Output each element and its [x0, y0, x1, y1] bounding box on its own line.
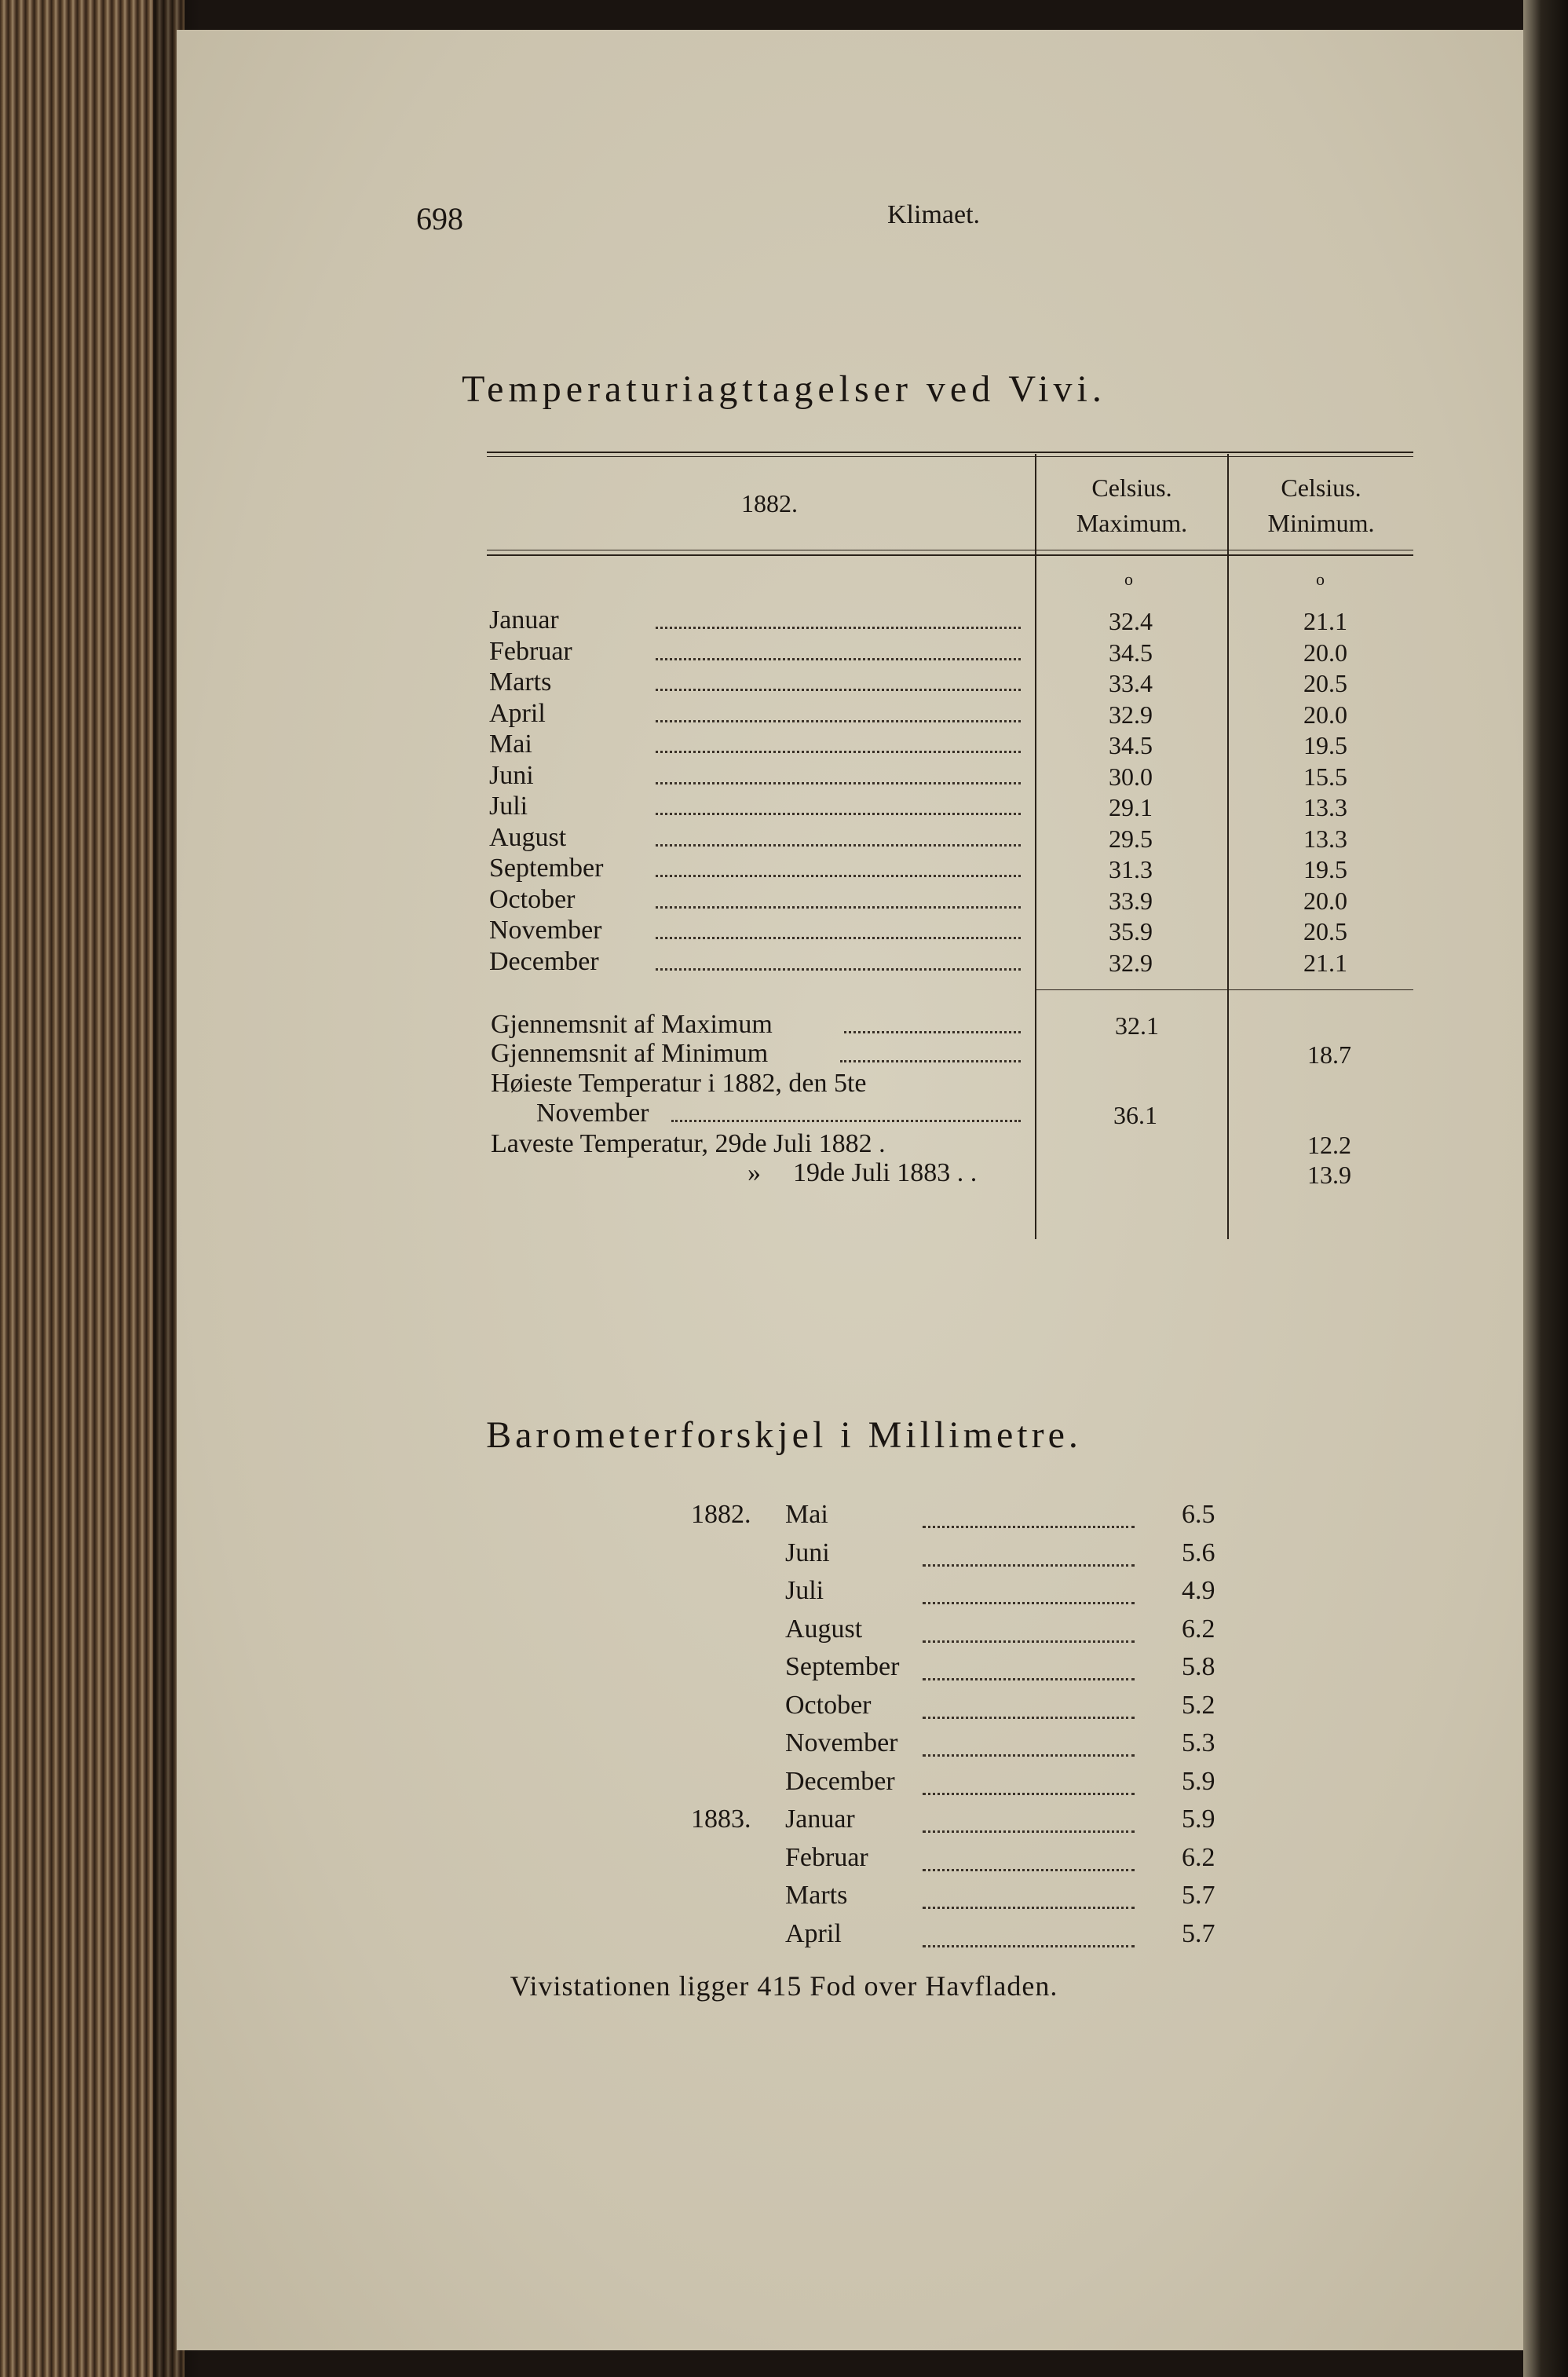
barometer-value: 5.7 [1182, 1919, 1215, 1948]
barometer-value: 5.9 [1182, 1805, 1215, 1834]
dot-leader [923, 1923, 1135, 1947]
barometer-value: 5.8 [1182, 1652, 1215, 1681]
barometer-month: Juni [785, 1538, 830, 1567]
min-value: 19.5 [1303, 731, 1347, 759]
barometer-month: Mai [785, 1500, 828, 1529]
month-name: November [489, 916, 602, 945]
dot-leader [656, 822, 1021, 847]
max-value: 29.1 [1109, 793, 1153, 821]
avg-max-value: 32.1 [1115, 1011, 1159, 1040]
lowest-value-1: 12.2 [1307, 1131, 1351, 1159]
degree-symbol-min: o [1316, 569, 1325, 589]
dot-leader [656, 853, 1021, 877]
dot-leader [923, 1656, 1135, 1680]
month-name: September [489, 854, 604, 883]
highest-label-1: Høieste Temperatur i 1882, den 5te [491, 1069, 867, 1098]
barometer-value: 5.3 [1182, 1728, 1215, 1757]
min-value: 20.0 [1303, 638, 1347, 667]
min-header-1: Celsius. [1281, 474, 1361, 502]
max-value: 34.5 [1109, 731, 1153, 759]
dot-leader [656, 915, 1021, 939]
max-value: 33.4 [1109, 669, 1153, 697]
dot-leader [656, 791, 1021, 815]
min-value: 21.1 [1303, 949, 1347, 977]
min-value: 15.5 [1303, 762, 1347, 791]
month-name: October [489, 885, 576, 914]
barometer-month: December [785, 1767, 895, 1796]
max-value: 34.5 [1109, 638, 1153, 667]
dot-leader [656, 946, 1021, 971]
barometer-value: 5.9 [1182, 1767, 1215, 1796]
lowest-label-2: 19de Juli 1883 . . [793, 1158, 978, 1187]
max-value: 32.4 [1109, 607, 1153, 635]
month-name: Januar [489, 605, 559, 634]
highest-value: 36.1 [1113, 1101, 1157, 1129]
highest-leader [671, 1098, 1021, 1122]
barometer-month: Februar [785, 1843, 868, 1872]
dot-leader [923, 1618, 1135, 1643]
degree-symbol-max: o [1124, 569, 1133, 589]
min-value: 21.1 [1303, 607, 1347, 635]
barometer-value: 6.2 [1182, 1615, 1215, 1644]
page-edge [1523, 0, 1568, 2377]
dot-leader [656, 698, 1021, 722]
month-name: Juni [489, 761, 534, 790]
month-name: December [489, 947, 599, 976]
barometer-month: Juli [785, 1576, 824, 1605]
barometer-month: August [785, 1615, 863, 1644]
barometer-value: 5.7 [1182, 1881, 1215, 1910]
barometer-value: 6.2 [1182, 1843, 1215, 1872]
barometer-value: 5.2 [1182, 1691, 1215, 1720]
table-summary-rule [1036, 989, 1413, 990]
dot-leader [656, 667, 1021, 691]
barometer-value: 5.6 [1182, 1538, 1215, 1567]
dot-leader [923, 1542, 1135, 1567]
footer-note: Vivistationen ligger 415 Fod over Havfladen. [510, 1970, 1058, 2002]
min-value: 13.3 [1303, 825, 1347, 853]
barometer-value: 6.5 [1182, 1500, 1215, 1529]
max-value: 35.9 [1109, 917, 1153, 945]
temperature-title: Temperaturiagttagelser ved Vivi. [462, 368, 1106, 410]
month-name: Februar [489, 637, 572, 666]
min-value: 19.5 [1303, 855, 1347, 883]
barometer-year: 1882. [691, 1500, 751, 1529]
max-header-2: Maximum. [1076, 509, 1188, 537]
barometer-month: Januar [785, 1805, 855, 1834]
dot-leader [923, 1504, 1135, 1528]
barometer-title: Barometerforskjel i Millimetre. [486, 1414, 1082, 1456]
dot-leader [923, 1771, 1135, 1795]
max-value: 32.9 [1109, 700, 1153, 729]
barometer-value: 4.9 [1182, 1576, 1215, 1605]
avg-min-value: 18.7 [1307, 1040, 1351, 1069]
max-value: 31.3 [1109, 855, 1153, 883]
avg-min-label: Gjennemsnit af Minimum [491, 1039, 769, 1068]
table-col-divider-1 [1035, 454, 1036, 1239]
avg-min-leader [840, 1038, 1021, 1062]
dot-leader [656, 760, 1021, 784]
max-value: 32.9 [1109, 949, 1153, 977]
barometer-month: April [785, 1919, 842, 1948]
barometer-month: Marts [785, 1881, 848, 1910]
month-name: Marts [489, 667, 552, 697]
dot-leader [923, 1847, 1135, 1871]
table-col-divider-2 [1227, 454, 1229, 1239]
max-value: 29.5 [1109, 825, 1153, 853]
highest-label-2: November [536, 1099, 649, 1128]
barometer-month: September [785, 1652, 900, 1681]
month-name: Mai [489, 730, 532, 759]
min-value: 20.0 [1303, 887, 1347, 915]
max-value: 33.9 [1109, 887, 1153, 915]
max-header-1: Celsius. [1091, 474, 1172, 502]
min-value: 20.5 [1303, 669, 1347, 697]
dot-leader [656, 729, 1021, 753]
month-name: Juli [489, 792, 528, 821]
min-value: 13.3 [1303, 793, 1347, 821]
min-value: 20.5 [1303, 917, 1347, 945]
year-header: 1882. [741, 489, 798, 517]
avg-max-label: Gjennemsnit af Maximum [491, 1010, 773, 1039]
dot-leader [656, 636, 1021, 660]
dot-leader [923, 1732, 1135, 1757]
dot-leader [923, 1885, 1135, 1909]
dot-leader [656, 605, 1021, 629]
dot-leader [923, 1580, 1135, 1604]
table-header-rule-2 [487, 554, 1413, 556]
running-head: Klimaet. [887, 200, 981, 229]
page-number: 698 [416, 201, 463, 236]
barometer-year: 1883. [691, 1805, 751, 1834]
min-value: 20.0 [1303, 700, 1347, 729]
avg-max-leader [844, 1009, 1021, 1033]
max-value: 30.0 [1109, 762, 1153, 791]
barometer-month: October [785, 1691, 872, 1720]
dot-leader [656, 884, 1021, 909]
lowest-label-1: Laveste Temperatur, 29de Juli 1882 . [491, 1129, 886, 1158]
barometer-month: November [785, 1728, 898, 1757]
dot-leader [923, 1808, 1135, 1833]
lowest-value-2: 13.9 [1307, 1161, 1351, 1189]
lowest-ditto-mark: » [747, 1158, 761, 1187]
month-name: April [489, 699, 546, 728]
table-top-rule-2 [487, 456, 1413, 457]
min-header-2: Minimum. [1267, 509, 1375, 537]
table-top-rule [487, 452, 1413, 453]
dot-leader [923, 1695, 1135, 1719]
month-name: August [489, 823, 567, 852]
